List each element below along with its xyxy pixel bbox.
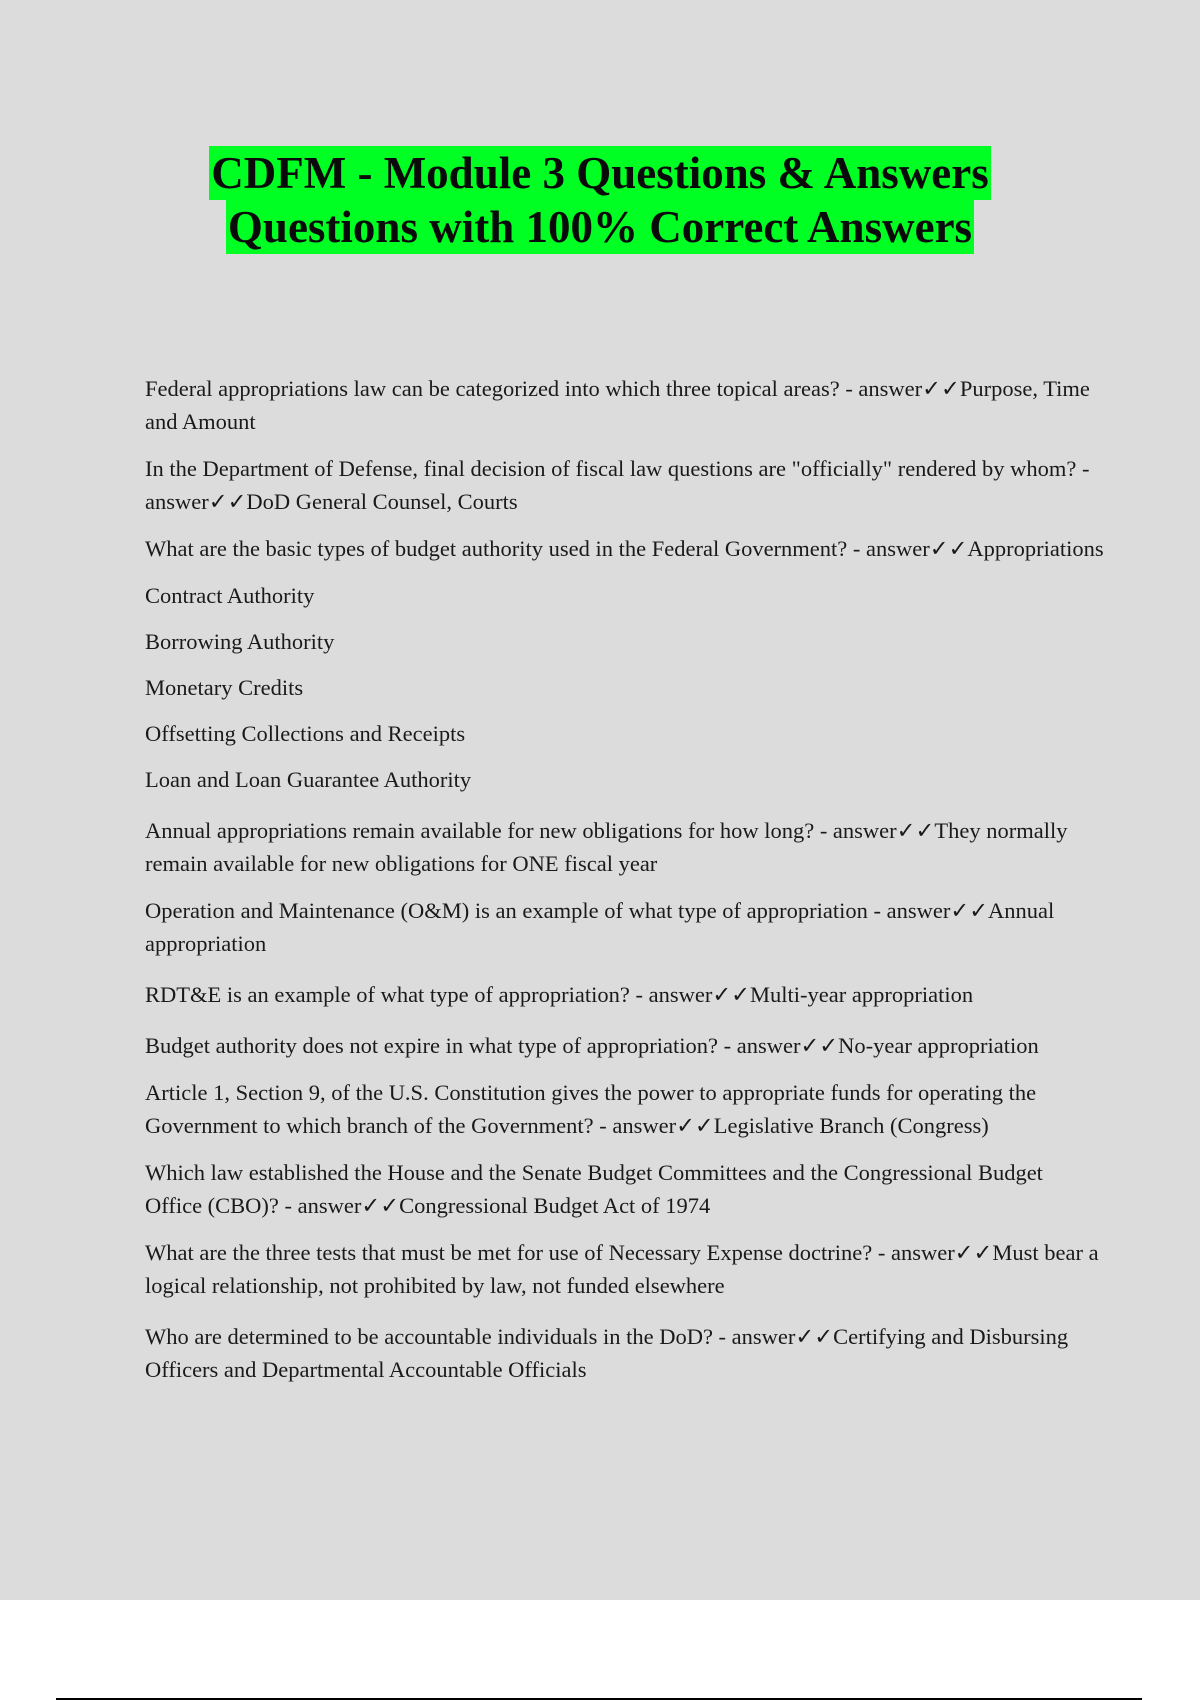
qa-list	[145, 372, 1105, 1400]
qa-item-1: Federal appropriations law can be categorized into which three topical areas? - answer✓✓Purpose, Time and Amount	[145, 376, 1090, 434]
title-line-1: CDFM - Module 3 Questions & Answers	[211, 148, 989, 198]
qa-item-8: Loan and Loan Guarantee Authority	[145, 767, 472, 792]
qa-item-13: Article 1, Section 9, of the U.S. Constitution gives the power to appropriate funds for operating the Government to which branch of the Government? - answer✓✓Legislative Branch (Congress)	[145, 1080, 1037, 1138]
qa-item-9: Annual appropriations remain available for new obligations for how long? - answer✓✓They normally remain available for new obligations for ONE fiscal year	[145, 818, 1068, 876]
qa-item-11: RDT&E is an example of what type of appropriation? - answer✓✓Multi-year appropriation	[145, 982, 974, 1007]
document-title	[0, 146, 1200, 254]
qa-item-6: Monetary Credits	[145, 675, 304, 700]
qa-item-15: What are the three tests that must be met for use of Necessary Expense doctrine? - answer✓✓Must bear a logical relationship, not prohibited by law, not funded elsewhere	[145, 1240, 1099, 1298]
qa-item-7: Offsetting Collections and Receipts	[145, 721, 466, 746]
qa-item-16: Who are determined to be accountable individuals in the DoD? - answer✓✓Certifying and Disbursing Officers and Departmental Accountable Officials	[145, 1324, 1069, 1382]
qa-item-2: In the Department of Defense, final decision of fiscal law questions are "officially" rendered by whom? - answer✓✓DoD General Counsel, Courts	[145, 456, 1090, 514]
qa-item-4: Contract Authority	[145, 583, 315, 608]
qa-item-3: What are the basic types of budget authority used in the Federal Government? - answer✓✓Appropriations	[145, 536, 1104, 561]
qa-item-5: Borrowing Authority	[145, 629, 335, 654]
qa-item-12: Budget authority does not expire in what type of appropriation? - answer✓✓No-year appropriation	[145, 1033, 1039, 1058]
qa-item-10: Operation and Maintenance (O&M) is an example of what type of appropriation - answer✓✓Annual appropriation	[145, 898, 1055, 956]
qa-item-14: Which law established the House and the Senate Budget Committees and the Congressional Budget Office (CBO)? - answer✓✓Congressional Budget Act of 1974	[145, 1160, 1043, 1218]
title-line-2: Questions with 100% Correct Answers	[227, 202, 973, 252]
